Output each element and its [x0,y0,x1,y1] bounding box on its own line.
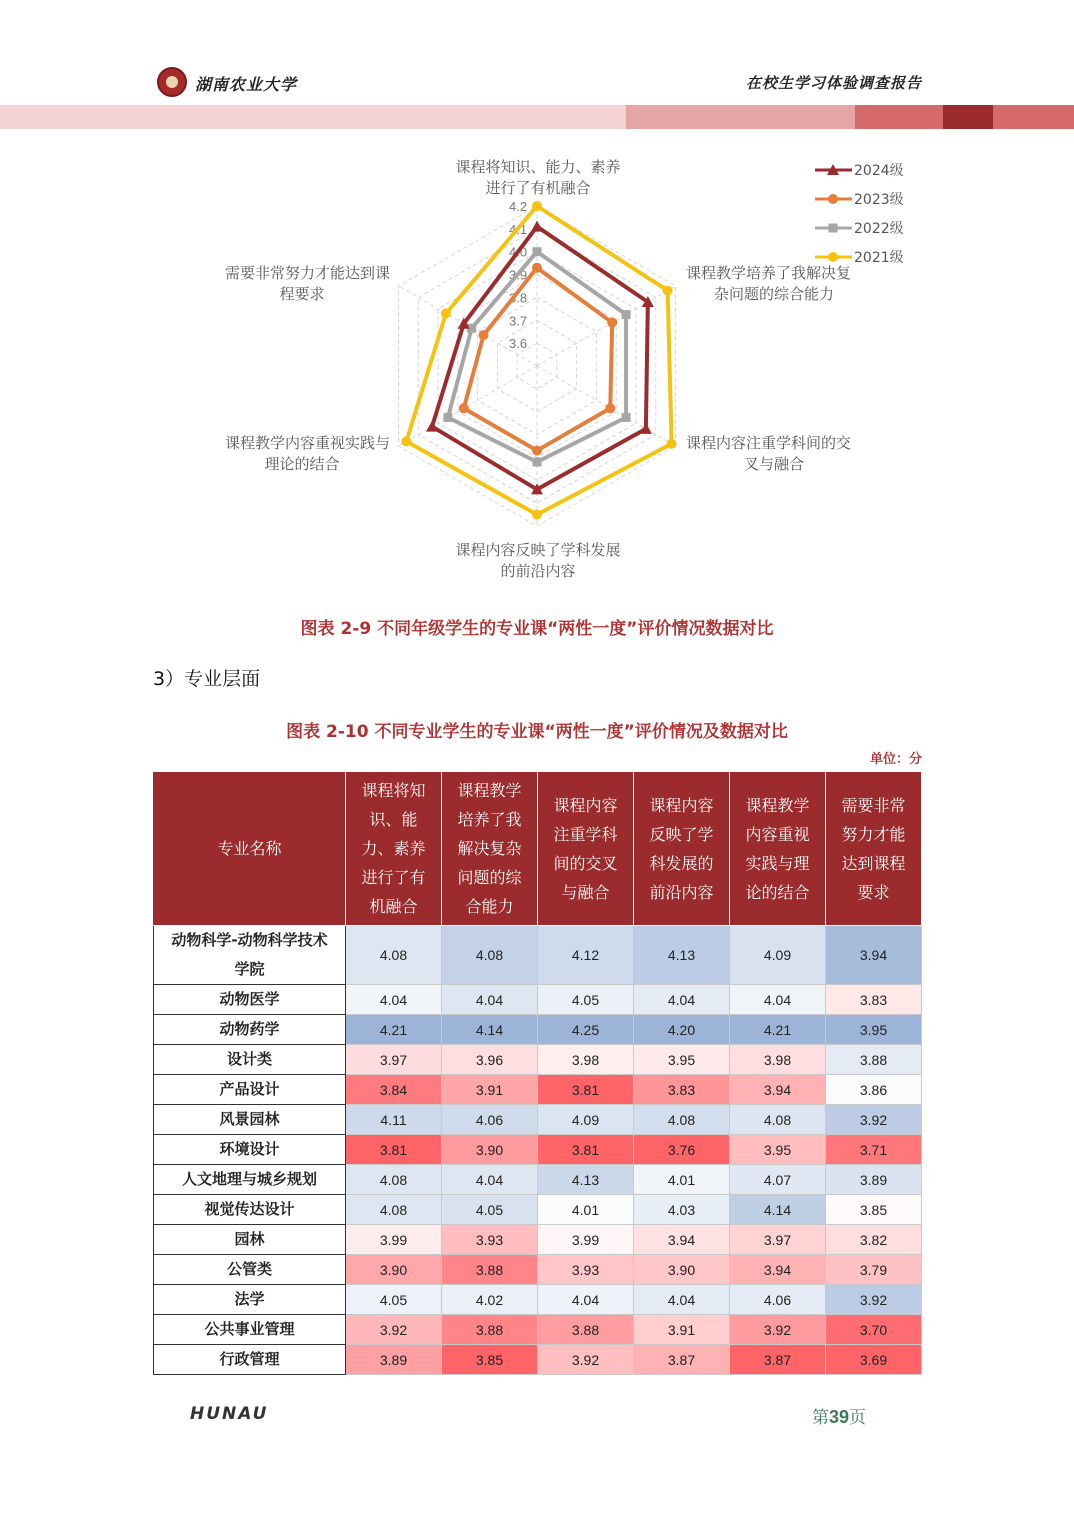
score-cell: 3.69 [826,1345,922,1375]
score-cell: 3.95 [634,1045,730,1075]
radar-axis-label: 的前沿内容 [500,562,576,580]
legend-marker [829,224,838,233]
score-cell: 3.95 [730,1135,826,1165]
table-row [154,985,922,1015]
table-row [154,1195,922,1225]
major-name-cell: 动物医学 [154,985,346,1015]
radar-axis-label: 需要非常努力才能达到课 [224,264,390,282]
header-band-mid [626,105,855,129]
major-name-cell: 公共事业管理 [154,1315,346,1345]
score-cell: 4.08 [346,926,442,985]
header-band-strong [855,105,943,129]
score-cell: 3.88 [442,1315,538,1345]
table-row [154,1105,922,1135]
score-cell: 4.08 [730,1105,826,1135]
radar-tick-label: 3.6 [509,336,528,352]
score-cell: 4.13 [634,926,730,985]
radar-spoke [537,286,676,366]
score-cell: 4.09 [538,1105,634,1135]
score-cell: 3.90 [442,1135,538,1165]
radar-tick-label: 3.9 [509,267,528,283]
score-cell: 3.70 [826,1315,922,1345]
legend-entry: 2023级 [854,192,904,208]
score-cell: 4.04 [442,1165,538,1195]
score-cell: 4.05 [538,985,634,1015]
major-name-cell: 园林 [154,1225,346,1255]
table-row [154,1045,922,1075]
radar-tick-label: 4.1 [509,221,528,237]
score-cell: 3.76 [634,1135,730,1165]
radar-chart [190,150,910,595]
series-marker [532,446,542,456]
score-cell: 4.25 [538,1015,634,1045]
score-cell: 3.82 [826,1225,922,1255]
table-row [154,1315,922,1345]
score-cell: 4.12 [538,926,634,985]
university-logo-icon [157,67,187,97]
score-cell: 3.90 [346,1255,442,1285]
table-row [154,926,922,985]
score-cell: 4.08 [346,1195,442,1225]
score-cell: 4.14 [730,1195,826,1225]
series-marker [533,247,542,256]
series-marker [459,403,469,413]
header-band-dark [943,105,993,129]
radar-axis-label: 理论的结合 [264,455,340,473]
header-major-name: 专业名称 [154,772,346,926]
series-marker [443,413,452,422]
score-cell: 4.05 [346,1285,442,1315]
score-cell: 4.06 [730,1285,826,1315]
header-criterion-5: 课程教学 内容重视 实践与理 论的结合 [730,772,826,926]
major-name-cell: 视觉传达设计 [154,1195,346,1225]
score-cell: 3.97 [346,1045,442,1075]
score-cell: 3.94 [730,1255,826,1285]
radar-axis-label: 程要求 [279,285,325,303]
score-cell: 4.04 [634,985,730,1015]
radar-tick-label: 4.0 [509,244,528,260]
score-cell: 4.21 [730,1015,826,1045]
series-marker [531,221,543,232]
radar-axis-label: 课程教学内容重视实践与 [224,434,390,452]
page-header [0,0,1074,130]
table-row [154,1225,922,1255]
score-cell: 3.83 [826,985,922,1015]
score-cell: 4.07 [730,1165,826,1195]
table-row [154,1135,922,1165]
major-name-cell: 行政管理 [154,1345,346,1375]
score-cell: 3.91 [442,1075,538,1105]
table-row [154,1285,922,1315]
page-number [812,1403,866,1428]
header-criterion-2: 课程教学 培养了我 解决复杂 问题的综 合能力 [442,772,538,926]
score-cell: 3.71 [826,1135,922,1165]
score-cell: 3.89 [346,1345,442,1375]
legend-marker [828,194,838,204]
table-row [154,1015,922,1045]
page-suffix: 页 [849,1408,867,1428]
radar-axis-label: 进行了有机融合 [485,179,591,197]
score-cell: 3.99 [346,1225,442,1255]
score-cell: 3.91 [634,1315,730,1345]
series-marker [640,423,652,434]
header-criterion-3: 课程内容 注重学科 间的交叉 与融合 [538,772,634,926]
score-cell: 3.84 [346,1075,442,1105]
series-marker [533,458,542,467]
score-cell: 3.98 [538,1045,634,1075]
legend-entry: 2021级 [854,250,904,266]
table-row [154,1075,922,1105]
score-cell: 4.20 [634,1015,730,1045]
score-cell: 3.83 [634,1075,730,1105]
header-band-end [993,105,1074,129]
score-cell: 3.81 [538,1075,634,1105]
table-body [154,926,922,1375]
table-caption: 图表 2-10 不同专业学生的专业课“两性一度”评价情况及数据对比 [286,722,788,742]
series-marker [426,421,438,432]
series-marker [441,308,451,318]
major-name-cell: 人文地理与城乡规划 [154,1165,346,1195]
score-cell: 3.96 [442,1045,538,1075]
score-cell: 3.94 [826,926,922,985]
major-name-cell: 公管类 [154,1255,346,1285]
table-row [154,1345,922,1375]
score-cell: 4.08 [634,1105,730,1135]
radar-axis-label: 课程将知识、能力、素养 [455,158,621,176]
score-cell: 3.92 [826,1105,922,1135]
major-name-cell: 产品设计 [154,1075,346,1105]
score-cell: 3.93 [538,1255,634,1285]
score-cell: 3.85 [826,1195,922,1225]
score-cell: 3.92 [730,1315,826,1345]
score-cell: 4.04 [442,985,538,1015]
score-cell: 4.06 [442,1105,538,1135]
series-marker [663,286,673,296]
score-cell: 4.04 [730,985,826,1015]
series-marker [401,436,411,446]
score-cell: 3.88 [826,1045,922,1075]
major-name-cell: 环境设计 [154,1135,346,1165]
major-name-cell: 法学 [154,1285,346,1315]
series-marker [532,263,542,273]
legend-entry: 2024级 [854,163,904,179]
footer-logo-text: HUNAU [190,1404,269,1424]
major-evaluation-table [153,771,922,1375]
score-cell: 3.79 [826,1255,922,1285]
page-number-value: 39 [829,1407,850,1427]
score-cell: 3.92 [538,1345,634,1375]
header-criterion-6: 需要非常 努力才能 达到课程 要求 [826,772,922,926]
series-marker [622,413,631,422]
radar-axis-label: 杂问题的综合能力 [713,285,835,303]
score-cell: 3.81 [346,1135,442,1165]
score-cell: 4.21 [346,1015,442,1045]
score-cell: 4.09 [730,926,826,985]
series-marker [605,403,615,413]
score-cell: 3.98 [730,1045,826,1075]
series-marker [479,330,489,340]
radar-axis-label: 课程内容注重学科间的交 [686,434,852,452]
radar-tick-label: 3.7 [509,313,528,329]
header-criterion-1: 课程将知 识、能 力、素养 进行了有 机融合 [346,772,442,926]
unit-label: 单位：分 [869,752,922,767]
score-cell: 4.03 [634,1195,730,1225]
series-marker [532,201,542,211]
radar-axis-label: 课程内容反映了学科发展 [455,541,621,559]
radar-chart-svg [190,150,910,595]
major-name-cell: 风景园林 [154,1105,346,1135]
score-cell: 3.92 [826,1285,922,1315]
score-cell: 4.08 [442,926,538,985]
series-marker [532,510,542,520]
score-cell: 4.05 [442,1195,538,1225]
score-cell: 3.94 [634,1225,730,1255]
score-cell: 3.85 [442,1345,538,1375]
score-cell: 4.04 [346,985,442,1015]
score-cell: 4.02 [442,1285,538,1315]
score-cell: 4.11 [346,1105,442,1135]
series-marker [622,310,631,319]
score-cell: 3.97 [730,1225,826,1255]
score-cell: 3.87 [634,1345,730,1375]
score-cell: 3.86 [826,1075,922,1105]
score-cell: 3.93 [442,1225,538,1255]
legend-entry: 2022级 [854,221,904,237]
score-cell: 3.87 [730,1345,826,1375]
table-header-row [154,772,922,926]
report-title: 在校生学习体验调查报告 [745,74,922,92]
score-cell: 4.08 [346,1165,442,1195]
score-cell: 3.94 [730,1075,826,1105]
score-cell: 3.95 [826,1015,922,1045]
score-cell: 3.92 [346,1315,442,1345]
figure-caption: 图表 2-9 不同年级学生的专业课“两性一度”评价情况数据对比 [300,619,774,639]
radar-tick-label: 4.2 [509,199,528,214]
score-cell: 4.13 [538,1165,634,1195]
score-cell: 3.88 [442,1255,538,1285]
header-band-light [0,105,626,129]
table-row [154,1165,922,1195]
score-cell: 3.81 [538,1135,634,1165]
radar-axis-label: 课程教学培养了我解决复 [686,264,852,282]
page-prefix: 第 [812,1408,829,1428]
score-cell: 4.01 [538,1195,634,1225]
section-title: 3）专业层面 [153,668,261,690]
score-cell: 3.99 [538,1225,634,1255]
major-name-cell: 动物科学-动物科学技术 学院 [154,926,346,985]
university-name: 湖南农业大学 [195,75,298,94]
score-cell: 3.89 [826,1165,922,1195]
header-criterion-4: 课程内容 反映了学 科发展的 前沿内容 [634,772,730,926]
score-cell: 4.01 [634,1165,730,1195]
table-row [154,1255,922,1285]
score-cell: 4.14 [442,1015,538,1045]
radar-tick-label: 3.8 [509,290,528,306]
score-cell: 4.04 [538,1285,634,1315]
major-name-cell: 动物药学 [154,1015,346,1045]
series-marker [607,318,617,328]
score-cell: 3.90 [634,1255,730,1285]
major-name-cell: 设计类 [154,1045,346,1075]
series-marker [667,439,677,449]
legend-marker [828,252,838,262]
radar-axis-label: 叉与融合 [743,455,805,473]
score-cell: 3.88 [538,1315,634,1345]
score-cell: 4.04 [634,1285,730,1315]
